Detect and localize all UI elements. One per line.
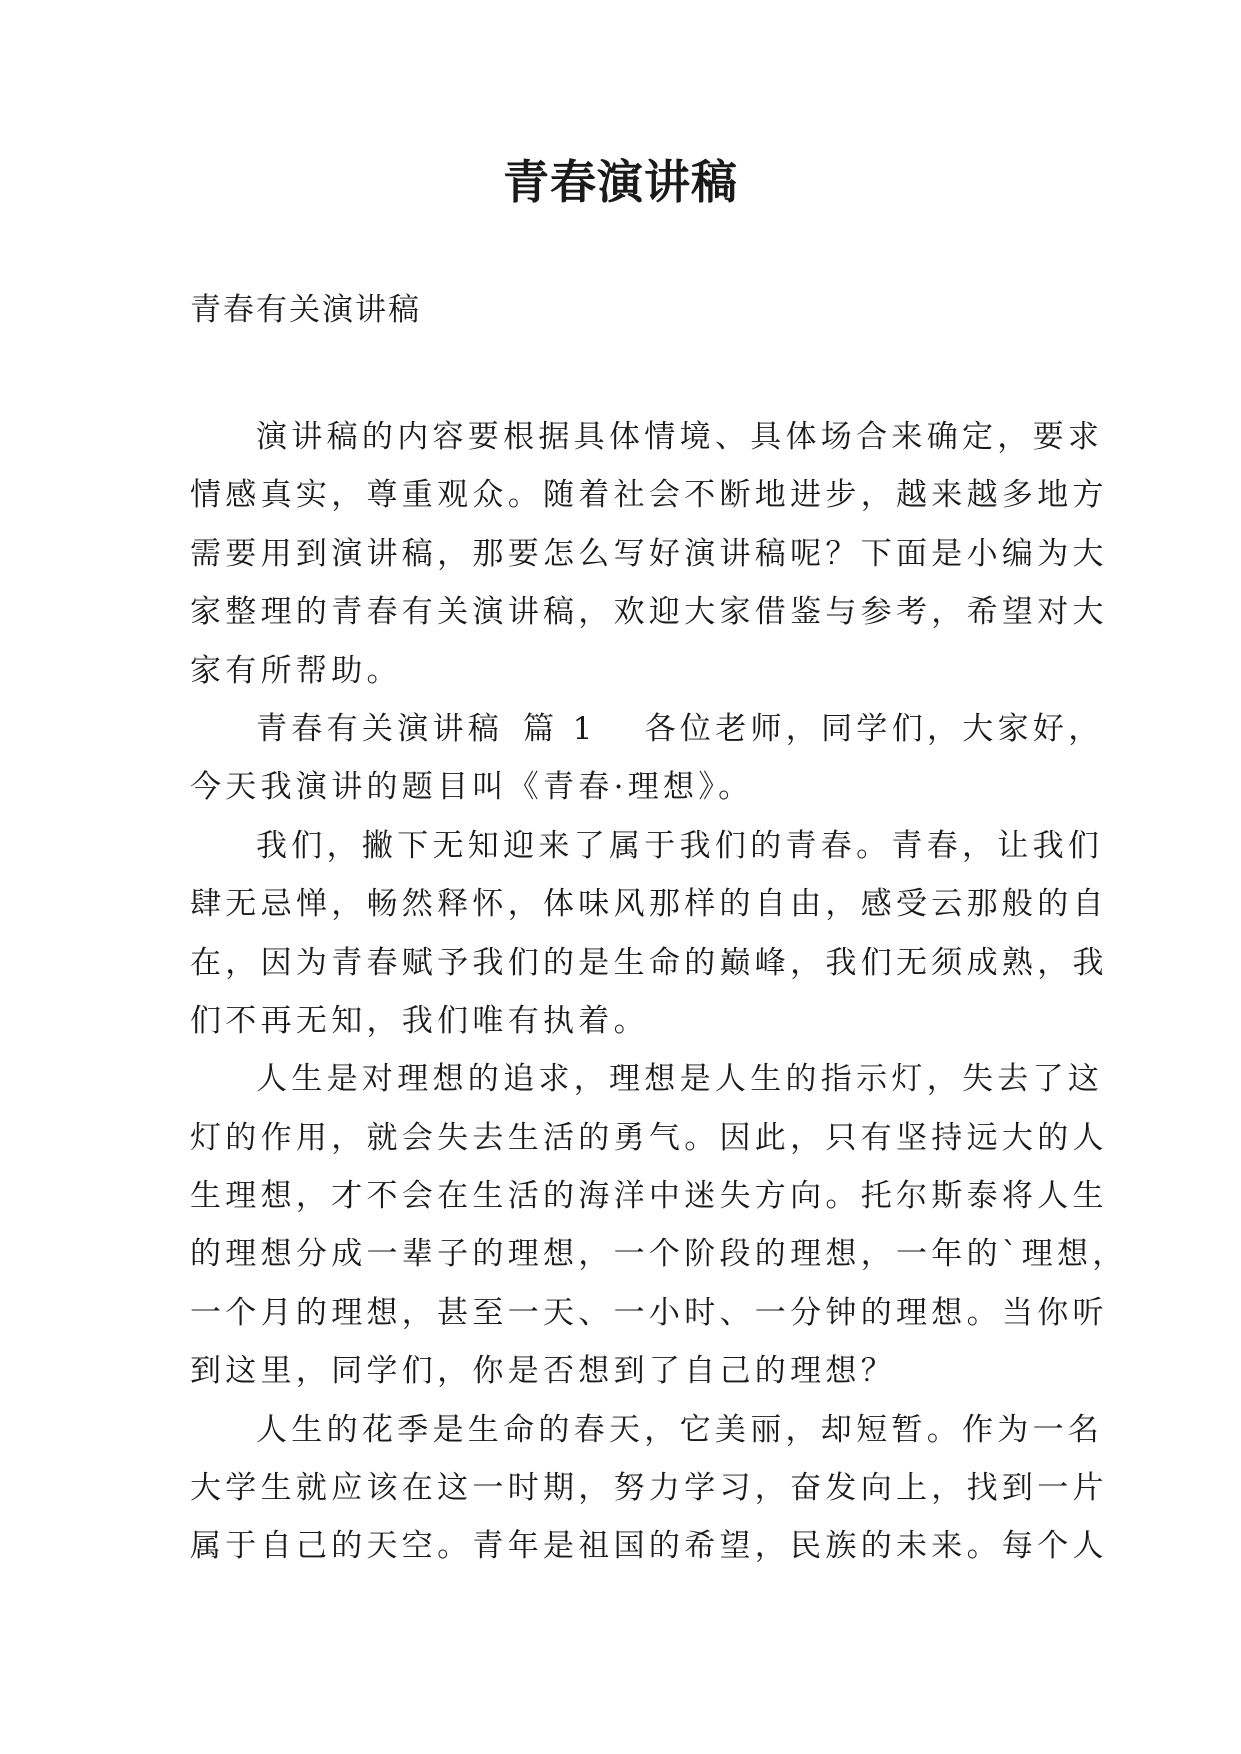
text-line: 的理想分成一辈子的理想，一个阶段的理想，一年的`理想，	[190, 1236, 1128, 1273]
section-heading: 青春有关演讲稿	[256, 710, 504, 747]
text-line: 家整理的青春有关演讲稿，欢迎大家借鉴与参考，希望对大	[190, 594, 1108, 631]
text-line: 肆无忌惮，畅然释怀，体味风那样的自由，感受云那般的自	[190, 886, 1108, 923]
text-line: 在，因为青春赋予我们的是生命的巅峰，我们无须成熟，我	[190, 944, 1108, 981]
text-line: 人生是对理想的追求，理想是人生的指示灯，失去了这	[256, 1061, 1104, 1098]
ideals-paragraph	[190, 1050, 1128, 1400]
section-number: 篇 1	[523, 710, 597, 747]
section-heading-line	[190, 700, 1104, 758]
text-line: 到这里，同学们，你是否想到了自己的理想？	[190, 1353, 896, 1390]
text-line: 演讲稿的内容要根据具体情境、具体场合来确定，要求	[256, 419, 1104, 455]
text-line: 人生的花季是生命的春天，它美丽，却短暂。作为一名	[256, 1411, 1104, 1448]
document-subtitle: 青春有关演讲稿	[190, 292, 421, 328]
text-line: 灯的作用，就会失去生活的勇气。因此，只有坚持远大的人	[190, 1119, 1108, 1156]
text-line: 生理想，才不会在生活的海洋中迷失方向。托尔斯泰将人生	[190, 1178, 1108, 1215]
document-body	[190, 408, 1128, 1576]
text-line: 大学生就应该在这一时期，努力学习，奋发向上，找到一片	[190, 1470, 1108, 1507]
text-line: 情感真实，尊重观众。随着社会不断地进步，越来越多地方	[190, 477, 1108, 514]
text-line: 属于自己的天空。青年是祖国的希望，民族的未来。每个人	[190, 1528, 1108, 1565]
speech-opening-paragraph	[190, 700, 1104, 817]
youth-paragraph	[190, 817, 1108, 1051]
text-line: 需要用到演讲稿，那要怎么写好演讲稿呢？下面是小编为大	[190, 535, 1108, 572]
text-line: 今天我演讲的题目叫《青春·理想》。	[190, 769, 754, 806]
document-title: 青春演讲稿	[503, 155, 738, 209]
intro-paragraph	[190, 408, 1108, 700]
blossom-paragraph	[190, 1401, 1108, 1576]
speech-greeting: 各位老师，同学们，大家好，	[644, 710, 1104, 747]
text-line: 们不再无知，我们唯有执着。	[190, 1002, 649, 1039]
text-line: 我们，撇下无知迎来了属于我们的青春。青春，让我们	[256, 827, 1104, 864]
text-line: 家有所帮助。	[190, 652, 402, 689]
text-line: 一个月的理想，甚至一天、一小时、一分钟的理想。当你听	[190, 1294, 1108, 1331]
